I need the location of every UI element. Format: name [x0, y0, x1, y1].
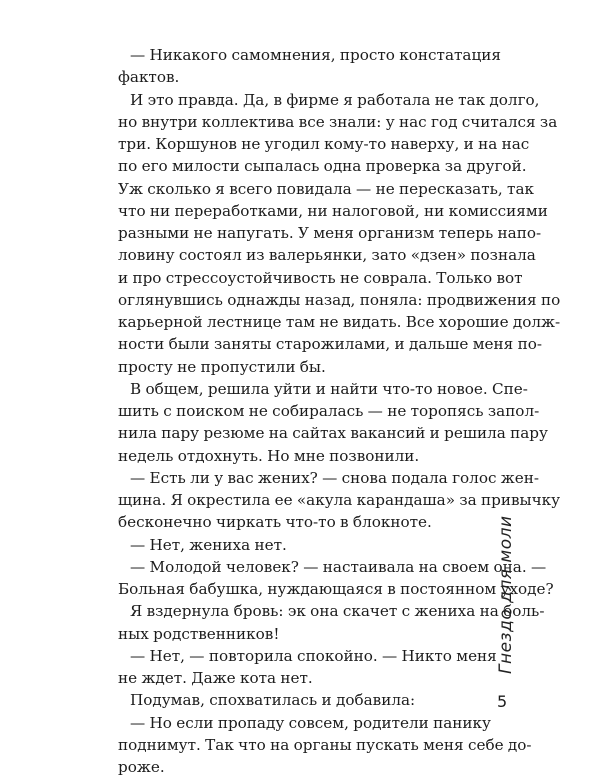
text-line: бесконечно чиркать что-то в блокноте. — [118, 513, 432, 532]
text-line: три. Коршунов не угодил кому-то наверху, и на нас — [118, 135, 530, 153]
text-line: ных родственников! — [118, 624, 280, 643]
text-line: разными не напугать. У меня организм теперь напо- — [118, 224, 542, 242]
text-line: недель отдохнуть. Но мне позвонили. — [118, 446, 420, 465]
text-line: — Но если пропаду совсем, родители панику — [130, 713, 491, 732]
text-line: ности были заняты старожилами, и дальше меня по- — [118, 335, 542, 354]
text-line: щина. Я окрестила ее «акула карандаша» за привычку — [118, 491, 561, 509]
text-line: и про стрессоустойчивость не соврала. Только вот — [118, 268, 523, 287]
running-title: Гнездо для моли — [496, 515, 516, 675]
text-line: поднимут. Так что на органы пускать меня себе до- — [118, 735, 532, 754]
text-line: — Молодой человек? — настаивала на своем она. — — [130, 557, 547, 576]
text-line: но внутри коллектива все знали: у нас год считался за — [118, 112, 558, 131]
text-line: по его милости сыпалась одна проверка за другой. — [118, 157, 527, 176]
text-line: — Никакого самомнения, просто констатация — [130, 46, 501, 64]
text-line: карьерной лестнице там не видать. Все хорошие долж- — [118, 313, 561, 331]
text-line: — Нет, — повторила спокойно. — Никто меня — [130, 646, 497, 665]
text-line: Подумав, спохватилась и добавила: — [130, 691, 416, 710]
text-line: не ждет. Даже кота нет. — [118, 669, 313, 687]
text-line: Больная бабушка, нуждающаяся в постоянном уходе? — [118, 580, 554, 598]
text-line: что ни переработками, ни налоговой, ни комиссиями — [118, 201, 548, 220]
text-line: И это правда. Да, в фирме я работала не так долго, — [130, 90, 540, 109]
text-line: Уж сколько я всего повидала — не пересказать, так — [118, 179, 534, 198]
text-line: ловину состоял из валерьянки, зато «дзен» познала — [118, 246, 536, 265]
text-line: В общем, решила уйти и найти что-то новое. Спе- — [130, 379, 528, 398]
text-line: нила пару резюме на сайтах вакансий и решила пару — [118, 424, 548, 443]
text-line: — Нет, жениха нет. — [130, 535, 287, 554]
page-number: 5 — [497, 692, 508, 711]
text-line: — Есть ли у вас жених? — снова подала голос жен- — [130, 468, 540, 487]
text-line: фактов. — [118, 68, 180, 87]
text-line: шить с поиском не собиралась — не торопясь запол- — [118, 402, 540, 420]
text-line: роже. — [118, 758, 165, 776]
text-line: оглянувшись однажды назад, поняла: продвижения по — [118, 290, 561, 309]
text-line: просту не пропустили бы. — [118, 357, 326, 376]
text-line: Я вздернула бровь: эк она скачет с жениха на боль- — [130, 602, 545, 621]
